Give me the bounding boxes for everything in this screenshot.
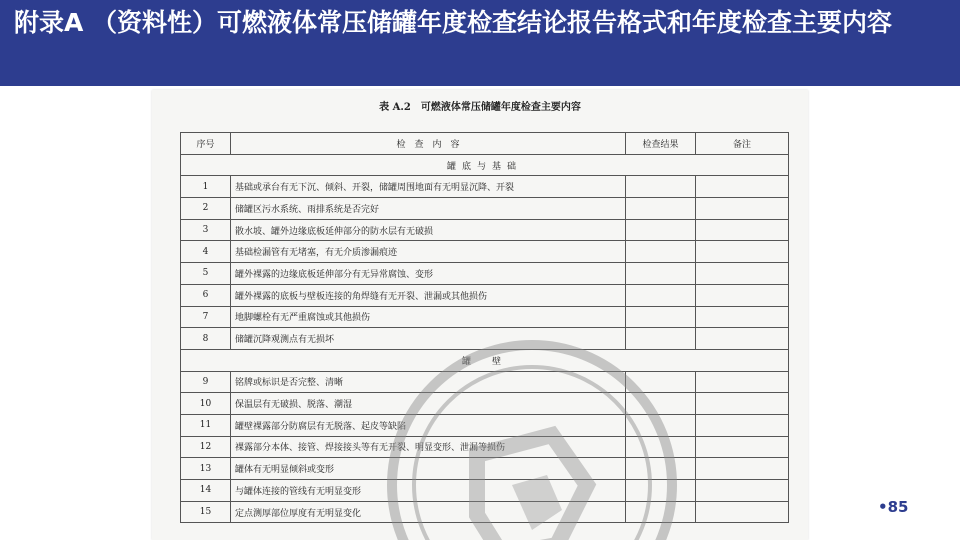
row-note: [696, 219, 789, 241]
row-note: [696, 436, 789, 458]
row-result: [626, 480, 696, 502]
section-title: 罐 壁: [181, 349, 789, 371]
row-note: [696, 284, 789, 306]
section-header-row: [181, 349, 789, 371]
row-result: [626, 414, 696, 436]
row-content: 地脚螺栓有无严重腐蚀或其他损伤: [231, 306, 626, 328]
row-result: [626, 371, 696, 393]
row-result: [626, 284, 696, 306]
section-title: 罐底与基础: [181, 154, 789, 176]
row-content: 保温层有无破损、脱落、潮湿: [231, 393, 626, 415]
row-content: 罐外裸露的边缘底板延伸部分有无异常腐蚀、变形: [231, 263, 626, 285]
table-row: [181, 176, 789, 198]
table-row: [181, 284, 789, 306]
table-row: [181, 458, 789, 480]
row-result: [626, 328, 696, 350]
row-number: 15: [181, 501, 231, 523]
row-content: 储罐沉降观测点有无损坏: [231, 328, 626, 350]
section-header-row: [181, 154, 789, 176]
row-content: 散水坡、罐外边缘底板延伸部分的防水层有无破损: [231, 219, 626, 241]
row-number: 4: [181, 241, 231, 263]
document-scan: [152, 90, 808, 540]
row-result: [626, 176, 696, 198]
row-result: [626, 219, 696, 241]
table-row: [181, 263, 789, 285]
row-note: [696, 393, 789, 415]
column-header-note: 备注: [696, 133, 789, 155]
row-content: 罐体有无明显倾斜或变形: [231, 458, 626, 480]
row-number: 7: [181, 306, 231, 328]
table-header-row: [181, 133, 789, 155]
row-result: [626, 241, 696, 263]
table-body: [181, 154, 789, 523]
row-content: 裸露部分本体、接管、焊接接头等有无开裂、明显变形、泄漏等损伤: [231, 436, 626, 458]
row-result: [626, 306, 696, 328]
row-note: [696, 241, 789, 263]
row-number: 9: [181, 371, 231, 393]
row-note: [696, 501, 789, 523]
row-content: 基础检漏管有无堵塞，有无介质渗漏痕迹: [231, 241, 626, 263]
row-note: [696, 306, 789, 328]
row-content: 储罐区污水系统、雨排系统是否完好: [231, 198, 626, 220]
row-note: [696, 480, 789, 502]
row-number: 3: [181, 219, 231, 241]
table-row: [181, 328, 789, 350]
table-title: 表 A.2 可燃液体常压储罐年度检查主要内容: [379, 102, 581, 113]
row-number: 11: [181, 414, 231, 436]
row-number: 10: [181, 393, 231, 415]
row-number: 13: [181, 458, 231, 480]
row-content: 定点测厚部位厚度有无明显变化: [231, 501, 626, 523]
row-number: 12: [181, 436, 231, 458]
row-content: 基础或承台有无下沉、倾斜、开裂，储罐周围地面有无明显沉降、开裂: [231, 176, 626, 198]
row-number: 1: [181, 176, 231, 198]
table-row: [181, 480, 789, 502]
row-content: 罐壁裸露部分防腐层有无脱落、起皮等缺陷: [231, 414, 626, 436]
inspection-table: [180, 132, 789, 523]
row-note: [696, 371, 789, 393]
slide-title: 附录A （资料性）可燃液体常压储罐年度检查结论报告格式和年度检查主要内容: [14, 8, 893, 37]
table-row: [181, 219, 789, 241]
row-result: [626, 458, 696, 480]
table-row: [181, 393, 789, 415]
table-row: [181, 371, 789, 393]
row-content: 罐外裸露的底板与壁板连接的角焊缝有无开裂、泄漏或其他损伤: [231, 284, 626, 306]
row-result: [626, 263, 696, 285]
row-note: [696, 414, 789, 436]
row-content: 与罐体连接的管线有无明显变形: [231, 480, 626, 502]
column-header-result: 检查结果: [626, 133, 696, 155]
row-note: [696, 328, 789, 350]
table-row: [181, 198, 789, 220]
row-note: [696, 176, 789, 198]
row-number: 2: [181, 198, 231, 220]
row-number: 5: [181, 263, 231, 285]
row-number: 6: [181, 284, 231, 306]
title-bar: [0, 0, 960, 86]
table-row: [181, 436, 789, 458]
row-result: [626, 393, 696, 415]
table-row: [181, 414, 789, 436]
column-header-content: 检 查 内 容: [231, 133, 626, 155]
row-result: [626, 501, 696, 523]
row-note: [696, 263, 789, 285]
column-header-no: 序号: [181, 133, 231, 155]
row-note: [696, 458, 789, 480]
row-number: 14: [181, 480, 231, 502]
page-number: •85: [878, 498, 909, 516]
table-row: [181, 306, 789, 328]
row-content: 铭牌或标识是否完整、清晰: [231, 371, 626, 393]
row-note: [696, 198, 789, 220]
row-result: [626, 436, 696, 458]
row-number: 8: [181, 328, 231, 350]
table-row: [181, 241, 789, 263]
row-result: [626, 198, 696, 220]
table-row: [181, 501, 789, 523]
